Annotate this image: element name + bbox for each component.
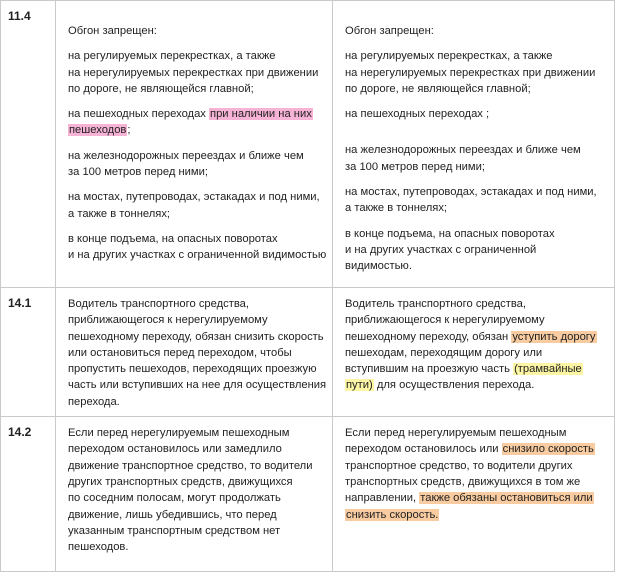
highlight-added: уступить дорогу — [512, 330, 596, 343]
highlight-removed: при наличии на них — [210, 108, 312, 121]
rule-number-cell — [1, 288, 56, 417]
rule-number: 11.4 — [8, 9, 31, 23]
new-text-cell: Если перед нерегулируемым пешеходным переходом остановилось или снизило скорость транспортное средство, то водители других транспортных средств, движущихся в том же направлении, также обязаны остановиться или снизить скорость. — [333, 417, 615, 572]
paragraph: в конце подъема, на опасных поворотах и на других участках с ограниченной видимостью — [68, 232, 327, 262]
highlight-removed: пешеходов — [69, 124, 127, 137]
highlight-added: также обязаны остановиться или — [420, 492, 593, 505]
paragraph: на регулируемых перекрестках, а также на нерегулируемых перекрестках при движении по дороге, не являющейся главной; — [68, 50, 319, 95]
highlight-added: (трамвайные — [514, 363, 582, 376]
paragraph: на пешеходных переходах ; — [345, 108, 490, 121]
paragraph: на мостах, путепроводах, эстакадах и под ними, а также в тоннелях; — [345, 186, 597, 215]
paragraph: на пешеходных переходах при наличии на них пешеходов; — [68, 108, 312, 137]
paragraph: на железнодорожных переездах и ближе чем за 100 метров перед ними; — [68, 149, 304, 179]
paragraph: Обгон запрещен: — [68, 25, 157, 37]
table-row — [1, 417, 615, 572]
new-text-cell: Водитель транспортного средства, приближающегося к нерегулируемому пешеходному переходу, обязан уступить дорогу пешеходам, переходящим дорогу или вступившим на проезжую часть (трамвайные пути) для осуществления перехода. — [333, 288, 615, 417]
paragraph: Обгон запрещен: — [345, 25, 434, 37]
highlight-added: снизить скорость. — [346, 508, 439, 521]
old-text-cell: Водитель транспортного средства, приближающегося к нерегулируемому пешеходному переходу, обязан снизить скорость или остановиться перед переходом, чтобы пропустить пешеходов, переходящих проезжую часть или вступивших на нее для осуществления перехода. — [56, 288, 333, 417]
old-text-cell: Если перед нерегулируемым пешеходным переходом остановилось или замедлило движение транспортное средство, то водители других транспортных средств, движущихся по соседним полосам, могут продолжать движение, лишь убедившись, что перед указанным транспортным средством нет пешеходов. — [56, 417, 333, 572]
paragraph: на железнодорожных переездах и ближе чем за 100 метров перед ними; — [345, 144, 581, 173]
new-text-cell — [333, 1, 615, 288]
rule-number-cell — [1, 1, 56, 288]
old-text-cell — [56, 1, 333, 288]
paragraph: на регулируемых перекрестках, а также на нерегулируемых перекрестках при движении по дороге, не являющейся главной; — [345, 50, 596, 95]
rule-number: 14.2 — [8, 425, 32, 440]
table-row — [1, 1, 615, 288]
rule-number-cell — [1, 417, 56, 572]
paragraph: на мостах, путепроводах, эстакадах и под ними, а также в тоннелях; — [68, 191, 320, 220]
rule-number: 14.1 — [8, 296, 32, 310]
highlight-added: снизило скорость — [502, 443, 594, 456]
table-row — [1, 288, 615, 417]
paragraph: в конце подъема, на опасных поворотах и на других участках с ограниченной видимостью. — [345, 227, 555, 273]
highlight-added: пути) — [346, 379, 373, 392]
